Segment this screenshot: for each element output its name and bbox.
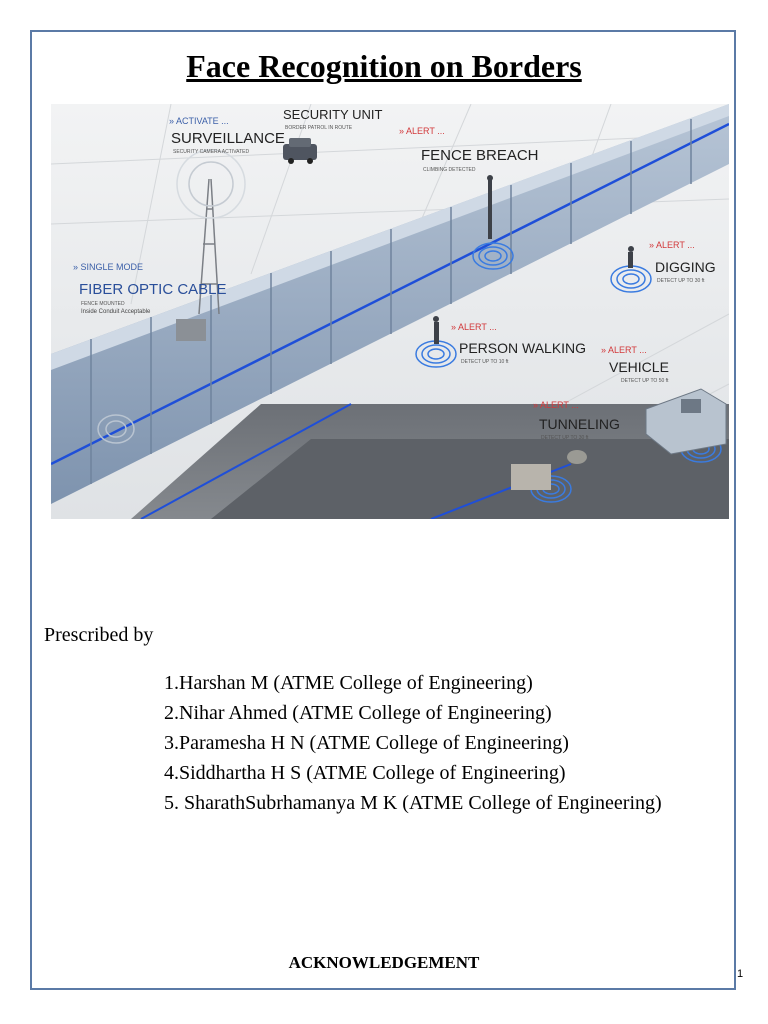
fiber-optic-sub2: Inside Conduit Acceptable <box>81 309 151 315</box>
climbing-ladder-icon <box>488 179 492 239</box>
fiber-optic-label: FIBER OPTIC CABLE <box>79 281 227 298</box>
walking-label: PERSON WALKING <box>459 340 587 356</box>
walking-tag: » ALERT ... <box>451 322 497 332</box>
tunnel-rock-icon <box>567 450 587 464</box>
team-member: 1.Harshan M (ATME College of Engineering) <box>164 672 533 694</box>
fence-breach-tag: » ALERT ... <box>399 126 445 136</box>
prescribed-by-label: Prescribed by <box>44 624 154 646</box>
security-unit-sub: BORDER PATROL IN ROUTE <box>285 125 353 131</box>
team-member: 5. SharathSubrhamanya M K (ATME College of Engineering) <box>164 792 662 814</box>
digging-tag: » ALERT ... <box>649 240 695 250</box>
vehicle-tag: » ALERT ... <box>601 345 647 355</box>
vehicle-label: VEHICLE <box>609 359 669 375</box>
fiber-optic-sub1: FENCE MOUNTED <box>81 301 125 307</box>
vehicle-sub: DETECT UP TO 50 ft <box>621 378 669 384</box>
page-number: 1 <box>737 968 744 980</box>
border-security-illustration <box>51 104 729 519</box>
tunnel-entrance-icon <box>511 464 551 490</box>
tunneling-tag: » ALERT ... <box>533 400 579 410</box>
acknowledgement-heading: ACKNOWLEDGEMENT <box>288 953 480 972</box>
control-box-icon <box>176 319 206 341</box>
surveillance-sub: SECURITY CAMERA ACTIVATED <box>173 149 250 155</box>
tunneling-sub: DETECT UP TO 30 ft <box>541 435 589 441</box>
activate-tag: » ACTIVATE ... <box>169 116 229 126</box>
fence-breach-sub: CLIMBING DETECTED <box>423 167 476 173</box>
digging-sub: DETECT UP TO 30 ft <box>657 278 705 284</box>
digging-person-icon <box>628 246 634 252</box>
team-member-list <box>164 668 662 818</box>
walking-sub: DETECT UP TO 10 ft <box>461 359 509 365</box>
team-member: 4.Siddhartha H S (ATME College of Engineering) <box>164 762 566 784</box>
team-member: 2.Nihar Ahmed (ATME College of Engineering) <box>164 702 552 724</box>
security-unit-label: SECURITY UNIT <box>283 107 383 122</box>
digging-label: DIGGING <box>655 259 716 275</box>
team-member: 3.Paramesha H N (ATME College of Engineering) <box>164 732 569 754</box>
surveillance-label: SURVEILLANCE <box>171 130 285 147</box>
tunneling-label: TUNNELING <box>539 416 620 432</box>
document-title: Face Recognition on Borders <box>186 48 582 84</box>
fence-breach-label: FENCE BREACH <box>421 147 539 164</box>
single-mode-tag: » SINGLE MODE <box>73 262 144 272</box>
walking-person-icon <box>433 316 439 322</box>
climbing-person-icon <box>487 175 493 181</box>
